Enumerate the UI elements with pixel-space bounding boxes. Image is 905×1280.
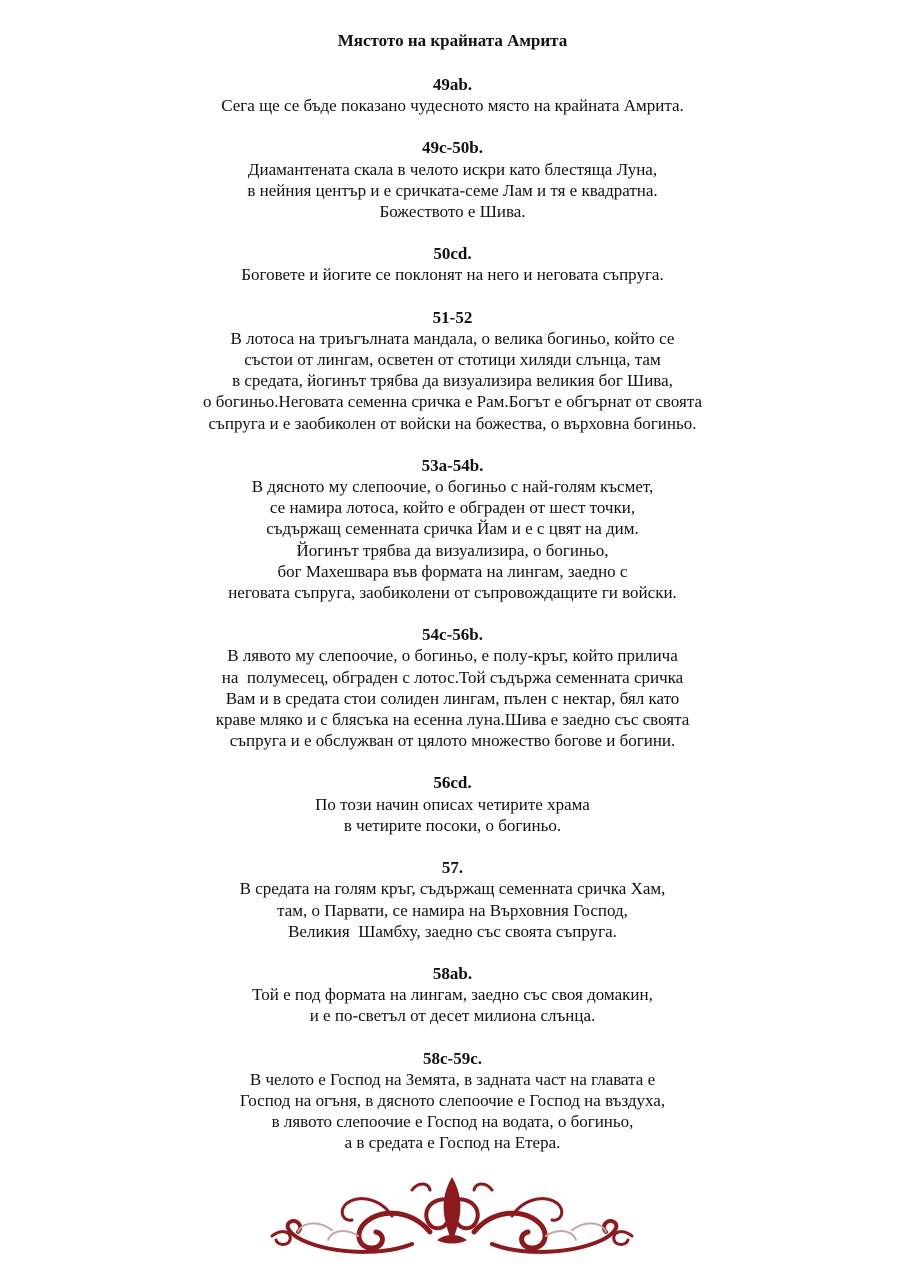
verse-line: на полумесец, обграден с лотос.Той съдържа семенната сричка [221, 667, 684, 687]
verse-line: и е по-светъл от десет милиона слънца. [309, 1006, 596, 1026]
verse-line: съпруга и е обслужван от цялото множество богове и богини. [229, 731, 676, 751]
verse-line: По този начин описах четирите храма [315, 794, 590, 814]
verse-number: 58ab. [432, 963, 473, 983]
verse-line: Божеството е Шива. [379, 202, 526, 222]
verse-line: Диамантената скала в челото искри като блестяща Луна, [247, 159, 658, 179]
verse-line: а в средата е Господ на Етера. [344, 1133, 561, 1153]
verse-block [0, 74, 905, 116]
verse-line: бог Махешвара във формата на лингам, заедно с [277, 561, 628, 581]
verse-block [0, 137, 905, 222]
verse-block [0, 307, 905, 434]
verse-block [0, 624, 905, 751]
verse-line: съдържащ семенната сричка Йам и е с цвят на дим. [266, 519, 639, 539]
verse-line: Йогинът трябва да визуализира, о богиньо, [296, 540, 609, 560]
verse-number: 49c-50b. [422, 138, 483, 158]
verse-line: Господ на огъня, в дясното слепоочие е Господ на въздуха, [239, 1090, 666, 1110]
document-page [0, 30, 905, 1175]
verse-line: там, о Парвати, се намира на Върховния Господ, [277, 900, 628, 920]
verse-line: В средата на голям кръг, съдържащ семенната сричка Хам, [239, 879, 666, 899]
verse-number: 57. [441, 858, 464, 878]
verse-block [0, 1048, 905, 1154]
verse-number: 51-52 [432, 307, 473, 327]
page-title: Мястото на крайната Амрита [337, 31, 568, 50]
verse-line: в четирите посоки, о богиньо. [343, 815, 562, 835]
verse-block [0, 243, 905, 285]
verse-line: о богиньо.Неговата семенна сричка е Рам.Богът е обгърнат от своята [202, 392, 703, 412]
verse-line: Боговете и йогите се поклонят на него и неговата съпруга. [241, 265, 664, 285]
verse-line: Той е под формата на лингам, заедно със своя домакин, [252, 985, 653, 1005]
verse-line: краве мляко и с блясъка на есенна луна.Шива е заедно със своята [215, 710, 690, 730]
verse-number: 56cd. [433, 773, 472, 793]
verse-line: Вам и в средата стои солиден лингам, пълен с нектар, бял като [225, 688, 680, 708]
verse-line: съпруга и е заобиколен от войски на божества, о върховна богиньо. [208, 413, 697, 433]
verse-number: 58c-59c. [422, 1048, 482, 1068]
flourish-ornament-icon [262, 1170, 642, 1260]
verse-block [0, 772, 905, 836]
verse-list [0, 74, 905, 1154]
verse-number: 53a-54b. [421, 455, 484, 475]
verse-block [0, 857, 905, 942]
verse-number: 50cd. [433, 244, 472, 264]
verse-line: Сега ще се бъде показано чудесното място на крайната Амрита. [221, 96, 684, 116]
verse-block [0, 963, 905, 1027]
verse-line: неговата съпруга, заобиколени от съпровождащите ги войски. [228, 583, 677, 603]
verse-line: в лявото слепоочие е Господ на водата, о богиньо, [271, 1112, 634, 1132]
verse-line: Великия Шамбху, заедно със своята съпруга. [288, 921, 617, 941]
verse-line: В челото е Господ на Земята, в задната част на главата е [249, 1069, 656, 1089]
verse-line: се намира лотоса, който е обграден от шест точки, [269, 498, 636, 518]
verse-block [0, 455, 905, 603]
verse-line: В дясното му слепоочие, о богиньо с най-голям късмет, [251, 477, 654, 497]
verse-number: 49ab. [432, 75, 473, 94]
verse-line: в средата, йогинът трябва да визуализира великия бог Шива, [232, 371, 673, 391]
verse-line: в нейния център и е сричката-семе Лам и тя е квадратна. [247, 180, 658, 200]
verse-line: състои от лингам, осветен от стотици хиляди слънца, там [244, 350, 661, 370]
verse-number: 54c-56b. [422, 625, 483, 645]
verse-line: В лявото му слепоочие, о богиньо, е полу-кръг, който прилича [227, 646, 678, 666]
verse-line: В лотоса на триъгълната мандала, о велика богиньо, който се [230, 328, 675, 348]
